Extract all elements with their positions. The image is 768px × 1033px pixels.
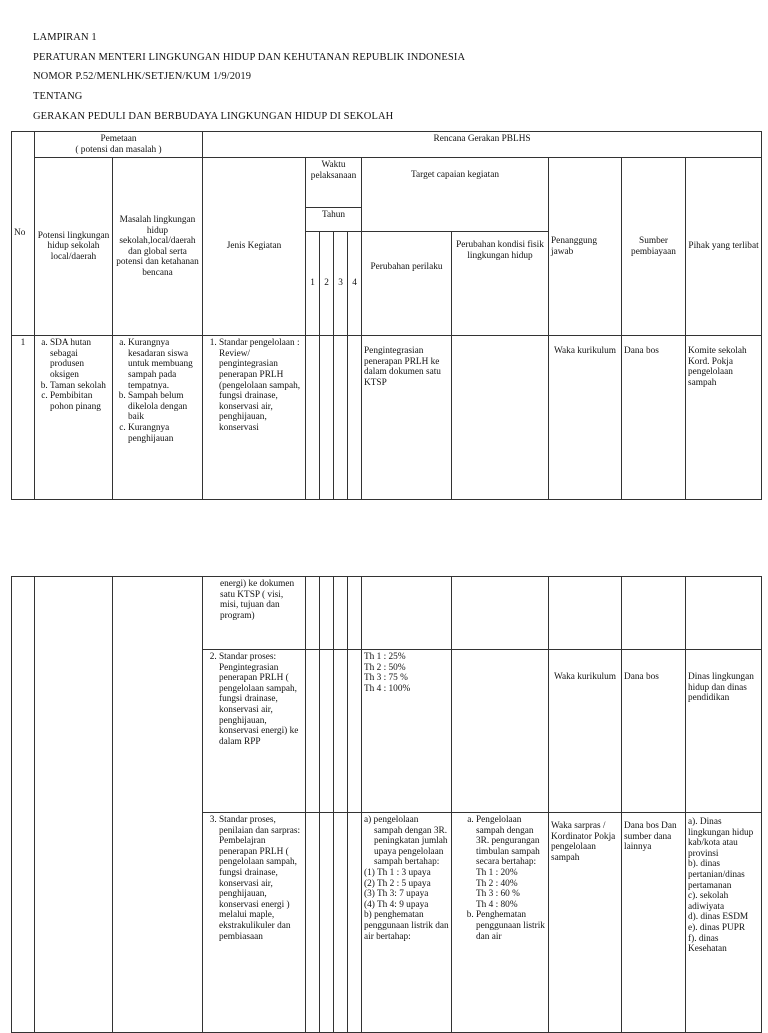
cell-target-perilaku-1: Pengintegrasian penerapan PRLH ke dalam dokumen satu KTSP [362, 336, 452, 500]
cell-year [320, 577, 334, 650]
kegiatan-item: 2. Standar proses: Pengintegrasian penerapan PRLH ( pengelolaan sampah, fungsi drainase, konservasi air, penghijauan, konservasi energi) ke dalam RPP [219, 652, 303, 747]
cell-fisik-cont [452, 577, 549, 650]
cell-masalah [113, 336, 203, 500]
plan-table-page2 [11, 576, 762, 1033]
doc-title-lampiran: LAMPIRAN 1 [33, 32, 97, 43]
masalah-item: c. Kurangnya penghijauan [128, 423, 200, 444]
header-sumber: Sumber pembiayaan [622, 158, 686, 336]
cell-target-fisik-2 [452, 650, 549, 813]
perilaku-step: (1) Th 1 : 3 upaya [364, 867, 431, 878]
cell-year [334, 577, 348, 650]
cell-target-cont [362, 577, 452, 650]
cell-sumber-1: Dana bos [622, 336, 686, 500]
header-potensi: Potensi lingkungan hidup sekolah local/daerah [35, 158, 113, 336]
target-line: Th 4 : 100% [364, 683, 411, 694]
header-pemetaan-sub: ( potensi dan masalah ) [75, 144, 162, 155]
cell-year [334, 336, 348, 500]
cell-year [334, 650, 348, 813]
fisik-step: Th 2 : 40% [476, 878, 518, 889]
header-penanggung-jawab: Penanggung jawab [549, 158, 622, 336]
masalah-item: b. Sampah belum dikelola dengan baik [128, 391, 200, 423]
cell-target-perilaku-2 [362, 650, 452, 813]
masalah-list [115, 338, 200, 444]
pihak-line: c). sekolah adiwiyata [688, 891, 729, 912]
fisik-item [476, 815, 546, 910]
header-pemetaan [35, 132, 203, 158]
pihak-line: b). dinas pertanian/dinas pertamanan [688, 859, 745, 891]
cell-year [334, 813, 348, 1033]
header-year-4: 4 [348, 232, 362, 336]
perilaku-a: a) pengelolaan sampah dengan 3R. peningkatan jumlah upaya pengelolaan sampah bertahap: [364, 815, 448, 868]
cell-year [320, 336, 334, 500]
header-tahun: Tahun [306, 208, 362, 232]
doc-title-gerakan: GERAKAN PEDULI DAN BERBUDAYA LINGKUNGAN HIDUP DI SEKOLAH [33, 111, 394, 122]
cell-pihak-cont [686, 577, 762, 650]
cell-year [348, 813, 362, 1033]
pihak-line: e). dinas PUPR [688, 922, 746, 933]
cell-year [306, 577, 320, 650]
cell-target-fisik-1 [452, 336, 549, 500]
header-rencana: Rencana Gerakan PBLHS [203, 132, 762, 158]
fisik-list [454, 815, 546, 942]
cell-masalah-cont [113, 577, 203, 1033]
potensi-list [37, 338, 110, 412]
potensi-item: b. Taman sekolah [50, 381, 110, 392]
cell-year [320, 813, 334, 1033]
pihak-line: d). dinas ESDM [688, 912, 749, 923]
header-pemetaan-label: Pemetaan [100, 134, 137, 144]
cell-kegiatan-2 [203, 650, 306, 813]
header-waktu: Waktu pelaksanaan [306, 158, 362, 208]
pihak-line: a). Dinas lingkungan hidup kab/kota atau provinsi [688, 817, 754, 859]
fisik-step: Th 1 : 20% [476, 867, 518, 878]
target-line: Th 3 : 75 % [364, 673, 408, 684]
fisik-step: Th 3 : 60 % [476, 889, 520, 900]
doc-title-nomor: NOMOR P.52/MENLHK/SETJEN/KUM 1/9/2019 [33, 71, 252, 82]
cell-pj-1: Waka kurikulum [549, 336, 622, 500]
cell-year [348, 577, 362, 650]
masalah-item: a. Kurangnya kesadaran siswa untuk membuang sampah pada tempatnya. [128, 338, 200, 391]
cell-no-cont [12, 577, 35, 1033]
fisik-item: b. Penghematan penggunaan listrik dan air [476, 910, 546, 942]
cell-pj-3: Waka sarpras / Kordinator Pokja pengelolaan sampah [549, 813, 622, 1033]
cell-year [348, 336, 362, 500]
cell-sumber-cont [622, 577, 686, 650]
doc-title-peraturan: PERATURAN MENTERI LINGKUNGAN HIDUP DAN KEHUTANAN REPUBLIK INDONESIA [33, 52, 466, 63]
header-jenis-kegiatan: Jenis Kegiatan [203, 158, 306, 336]
cell-pihak-1: Komite sekolah Kord. Pokja pengelolaan sampah [686, 336, 762, 500]
target-line: Th 2 : 50% [364, 662, 406, 673]
cell-sumber-3: Dana bos Dan sumber dana lainnya [622, 813, 686, 1033]
cell-pj-2: Waka kurikulum [549, 650, 622, 813]
kegiatan-list [205, 652, 303, 747]
doc-title-tentang: TENTANG [33, 91, 83, 102]
header-year-1: 1 [306, 232, 320, 336]
kegiatan-list [205, 338, 303, 433]
row-number: 1 [12, 336, 35, 500]
fisik-a-text: Pengelolaan sampah dengan 3R. pengurangan timbulan sampah secara bertahap: [476, 815, 540, 868]
cell-kegiatan-1 [203, 336, 306, 500]
perilaku-step: (4) Th 4: 9 upaya [364, 899, 429, 910]
cell-year [306, 650, 320, 813]
header-pihak: Pihak yang terlibat [686, 158, 762, 336]
header-perubahan-perilaku: Perubahan perilaku [362, 232, 452, 336]
perilaku-step: (3) Th 3: 7 upaya [364, 889, 429, 900]
kegiatan-list [205, 815, 303, 942]
header-year-2: 2 [320, 232, 334, 336]
target-line: Th 1 : 25% [364, 652, 406, 662]
cell-kegiatan-1-cont: energi) ke dokumen satu KTSP ( visi, misi, tujuan dan program) [203, 577, 306, 650]
cell-pihak-3 [686, 813, 762, 1033]
fisik-step: Th 4 : 80% [476, 899, 518, 910]
perilaku-step: (2) Th 2 : 5 upaya [364, 878, 431, 889]
kegiatan-item: 3. Standar proses, penilaian dan sarpras: Pembelajran penerapan PRLH ( pengelolaan sampah, fungsi drainase, konservasi air, penghijauan, konservasi energi ) melalui maple, ekstrakulikuler dan pembiasaan [219, 815, 303, 942]
kegiatan-item: 1. Standar pengelolaan : Review/ pengintegrasian penerapan PRLH (pengelolaan sampah, fungsi drainase, konservasi air, penghijauan, konservasi [219, 338, 303, 433]
header-perubahan-fisik: Perubahan kondisi fisik lingkungan hidup [452, 232, 549, 336]
cell-potensi-cont [35, 577, 113, 1033]
header-masalah: Masalah lingkungan hidup sekolah,local/daerah dan global serta potensi dan ketahanan bencana [113, 158, 203, 336]
header-target: Target capaian kegiatan [362, 158, 549, 232]
cell-year [348, 650, 362, 813]
cell-pihak-2: Dinas lingkungan hidup dan dinas pendidikan [686, 650, 762, 813]
header-year-3: 3 [334, 232, 348, 336]
plan-table-page1 [11, 131, 762, 500]
cell-kegiatan-3 [203, 813, 306, 1033]
perilaku-b: b) penghematan penggunaan listrik dan air bertahap: [364, 910, 449, 942]
cell-target-perilaku-3 [362, 813, 452, 1033]
cell-year [306, 813, 320, 1033]
potensi-item: a. SDA hutan sebagai produsen oksigen [50, 338, 110, 380]
cell-sumber-2: Dana bos [622, 650, 686, 813]
cell-year [306, 336, 320, 500]
header-no: No [12, 132, 35, 336]
cell-year [320, 650, 334, 813]
cell-target-fisik-3 [452, 813, 549, 1033]
cell-potensi [35, 336, 113, 500]
potensi-item: c. Pembibitan pohon pinang [50, 391, 110, 412]
pihak-line: f). dinas Kesehatan [688, 933, 727, 955]
cell-pj-cont [549, 577, 622, 650]
